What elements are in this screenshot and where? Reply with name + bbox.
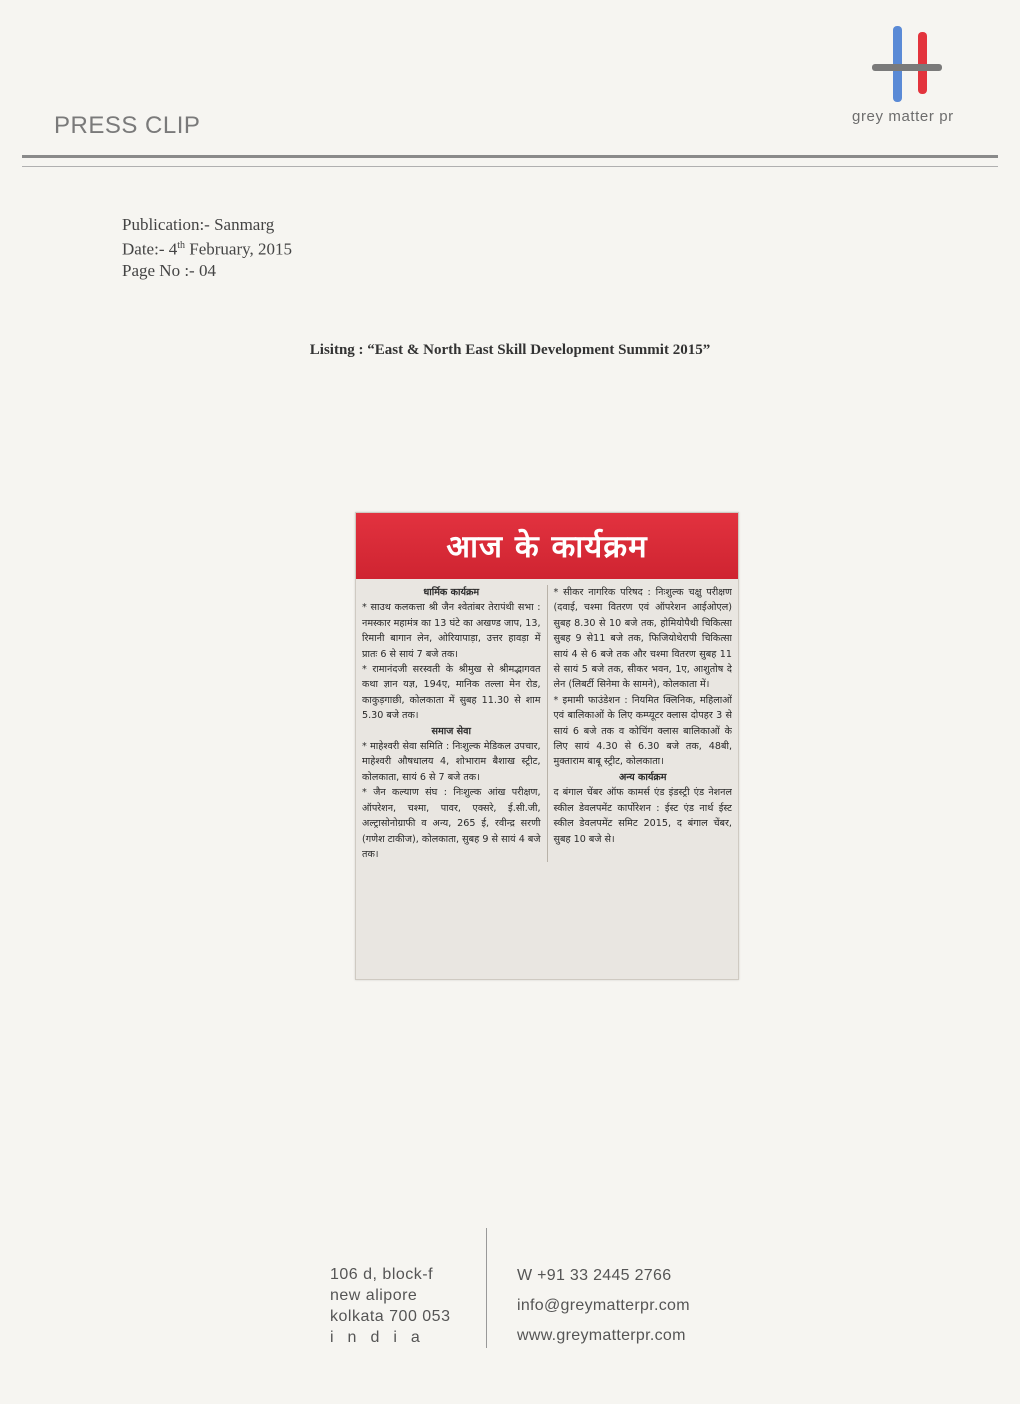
clipping-columns [356, 579, 738, 862]
section-heading: अन्य कार्यक्रम [618, 771, 667, 783]
date-day: 4 [168, 239, 178, 259]
website-link[interactable]: www.greymatterpr.com [517, 1327, 686, 1344]
address-line: new alipore [330, 1287, 418, 1304]
page-value: 04 [198, 260, 216, 280]
address-line: 106 d, block-f [330, 1266, 434, 1283]
publication-label: Publication:- [122, 215, 215, 234]
address-line: kolkata 700 053 [330, 1308, 451, 1325]
clipping-headline-banner [356, 513, 738, 579]
footer-contact [517, 1261, 690, 1351]
page-label: Page No :- [122, 260, 199, 280]
clipping-headline: आज के कार्यक्रम [446, 529, 648, 565]
section-heading: धार्मिक कार्यक्रम [423, 587, 480, 598]
page-line [122, 260, 292, 281]
header-divider [22, 155, 998, 158]
event-item: * सीकर नागरिक परिषद : निःशुल्क चक्षु परीक्षण (दवाई, चश्मा वितरण एवं ऑपरेशन आईओएल) सुबह 8.30 से 10 बजे तक, होमियोपैथी चिकित्सा सुबह 9 से11 बजे तक, फिजियोथेरापी चिकित्सा सायं 4 से 6 बजे तक और चश्मा वितरण सुबह 11 से सायं 5 बजे तक, सीकर भवन, 1ए, आशुतोष दे लेन (लिबर्टी सिनेमा के सामने), कोलकाता में। [553, 587, 732, 691]
address-line: india [330, 1329, 434, 1346]
date-suffix: th [177, 240, 186, 251]
clipping-right-column [547, 585, 733, 862]
clip-metadata [122, 214, 292, 281]
event-item: द बंगाल चेंबर ऑफ कामर्स एंड इंडस्ट्री एंड नेशनल स्कील डेवलपमेंट कार्पोरेशन : ईस्ट एंड नार्थ ईस्ट स्कील डेवलपमेंट समिट 2015, द बंगाल चेंबर, सुबह 10 बजे से। [553, 787, 732, 845]
header-divider-thin [22, 166, 998, 167]
publication-line [122, 214, 292, 235]
event-item: * रामानंदजी सरस्वती के श्रीमुख से श्रीमद्भागवत कथा ज्ञान यज्ञ, 194ए, मानिक तल्ला मेन रोड, काकुड़गाछी, कोलकाता में सुबह 11.30 से शाम 5.30 बजे तक। [362, 664, 541, 722]
footer-address [330, 1264, 450, 1348]
newspaper-clipping [355, 512, 739, 980]
phone-number: W +91 33 2445 2766 [517, 1267, 672, 1284]
email-link[interactable]: info@greymatterpr.com [517, 1297, 690, 1314]
section-heading: समाज सेवा [431, 725, 471, 737]
date-rest: February, 2015 [185, 239, 293, 259]
publication-value: Sanmarg [214, 215, 275, 234]
page-title: PRESS CLIP [54, 112, 201, 139]
date-label: Date:- [122, 239, 169, 259]
event-item: * साउथ कलकत्ता श्री जैन श्वेतांबर तेरापंथी सभा : नमस्कार महामंत्र का 13 घंटे का अखण्ड जाप, 13, रिमानी बागान लेन, ओरियापाड़ा, उत्तर हावड़ा में प्रातः 6 से सायं 7 बजे तक। [362, 602, 541, 660]
footer-divider [486, 1228, 487, 1348]
event-item: * माहेश्वरी सेवा समिति : निःशुल्क मेडिकल उपचार, माहेश्वरी औषधालय 4, शोभाराम बैशाख स्ट्रीट, कोलकाता, सायं 6 से 7 बजे तक। [362, 741, 541, 783]
event-item: * इमामी फाउंडेशन : नियमित क्लिनिक, महिलाओं एवं बालिकाओं के लिए कम्प्यूटर क्लास दोपहर 3 से सायं 6 बजे तक व कोचिंग क्लास बालिकाओं के लिए सायं 4.30 से 6.30 बजे तक, 48बी, मुक्ताराम बाबू स्ट्रीट, कोलकाता। [553, 694, 732, 768]
brand-name: grey matter pr [852, 108, 954, 125]
date-line [122, 235, 292, 260]
event-item: * जैन कल्याण संघ : निःशुल्क आंख परीक्षण, ऑपरेशन, चश्मा, पावर, एक्सरे, ई.सी.जी, अल्ट्रासोनोग्राफी व अन्य, 265 ई, रवीन्द्र सरणी (गणेश टाकीज), कोलकाता, सुबह 9 से सायं 4 बजे तक। [362, 787, 541, 860]
clipping-left-column [362, 585, 547, 862]
listing-title: Lisitng : “East & North East Skill Development Summit 2015” [309, 342, 711, 358]
gmpr-logo-icon [866, 22, 946, 106]
